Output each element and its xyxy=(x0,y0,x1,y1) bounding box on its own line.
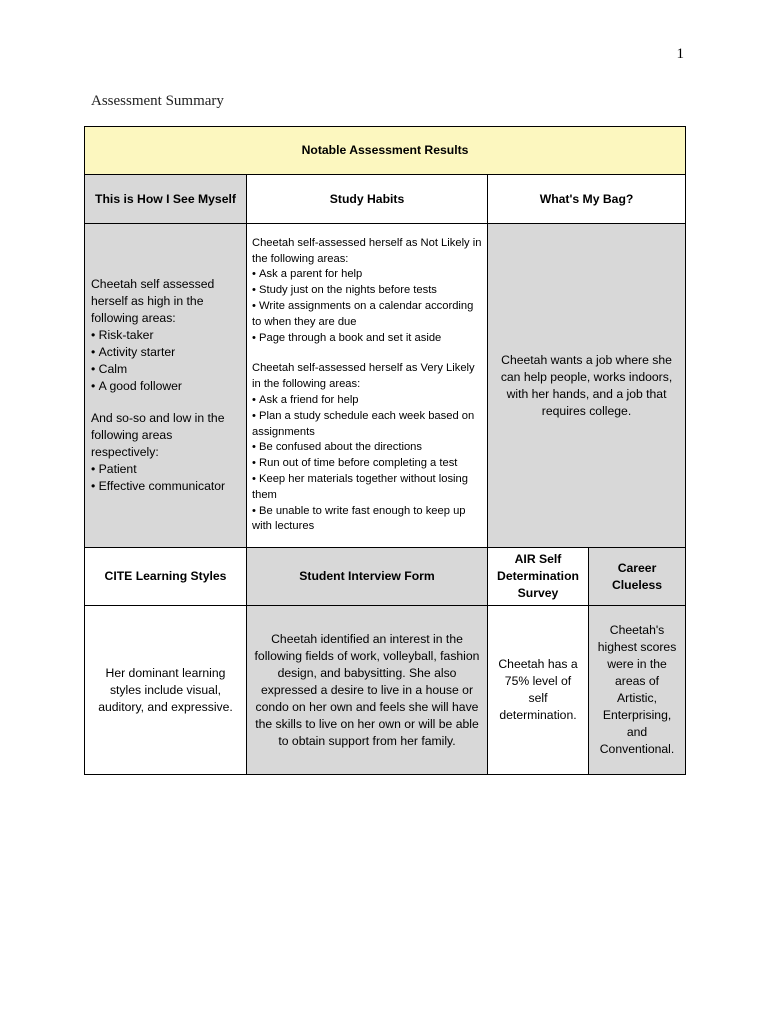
list-item: • Ask a friend for help xyxy=(252,393,482,409)
header-air: AIR Self Determination Survey xyxy=(488,548,589,606)
very-likely-list xyxy=(252,393,482,535)
list-item: • Be confused about the directions xyxy=(252,440,482,456)
see-myself-cell xyxy=(85,224,247,548)
header-study-habits: Study Habits xyxy=(247,175,488,224)
study-habits-cell xyxy=(247,224,488,548)
low-areas-list xyxy=(91,461,240,495)
header-see-myself: This is How I See Myself xyxy=(85,175,247,224)
header-interview: Student Interview Form xyxy=(247,548,488,606)
list-item: • Plan a study schedule each week based on assignments xyxy=(252,409,482,441)
document-title: Assessment Summary xyxy=(91,93,224,109)
list-item: • Calm xyxy=(91,361,240,378)
list-item: • Be unable to write fast enough to keep up with lectures xyxy=(252,504,482,536)
list-item: • Ask a parent for help xyxy=(252,267,482,283)
not-likely-list xyxy=(252,267,482,346)
high-areas-list xyxy=(91,327,240,395)
see-myself-intro-low: And so-so and low in the following areas respectively: xyxy=(91,411,225,459)
table-banner: Notable Assessment Results xyxy=(85,127,686,175)
see-myself-intro: Cheetah self assessed herself as high in the following areas: xyxy=(91,277,215,325)
list-item: • Activity starter xyxy=(91,344,240,361)
header-career: Career Clueless xyxy=(589,548,686,606)
very-likely-intro: Cheetah self-assessed herself as Very Likely in the following areas: xyxy=(252,362,475,391)
list-item: • Page through a book and set it aside xyxy=(252,331,482,347)
list-item: • Risk-taker xyxy=(91,327,240,344)
list-item: • Patient xyxy=(91,461,240,478)
interview-cell: Cheetah identified an interest in the following fields of work, volleyball, fashion design, and babysitting. She also expressed a desire to live in a house or condo on her own and feels she will have the skills to live on her own or will be able to obtain support from her family. xyxy=(247,606,488,775)
list-item: • Run out of time before completing a test xyxy=(252,456,482,472)
assessment-results-table xyxy=(84,126,686,775)
list-item: • Effective communicator xyxy=(91,478,240,495)
whats-my-bag-cell: Cheetah wants a job where she can help people, works indoors, with her hands, and a job that requires college. xyxy=(488,224,686,548)
not-likely-intro: Cheetah self-assessed herself as Not Likely in the following areas: xyxy=(252,236,482,265)
list-item: • Keep her materials together without losing them xyxy=(252,472,482,504)
page-number: 1 xyxy=(676,46,684,62)
list-item: • Write assignments on a calendar according to when they are due xyxy=(252,299,482,331)
header-whats-my-bag: What's My Bag? xyxy=(488,175,686,224)
list-item: • A good follower xyxy=(91,378,240,395)
air-cell: Cheetah has a 75% level of self determination. xyxy=(488,606,589,775)
career-cell: Cheetah's highest scores were in the areas of Artistic, Enterprising, and Conventional. xyxy=(589,606,686,775)
list-item: • Study just on the nights before tests xyxy=(252,283,482,299)
cite-cell: Her dominant learning styles include visual, auditory, and expressive. xyxy=(85,606,247,775)
header-cite: CITE Learning Styles xyxy=(85,548,247,606)
